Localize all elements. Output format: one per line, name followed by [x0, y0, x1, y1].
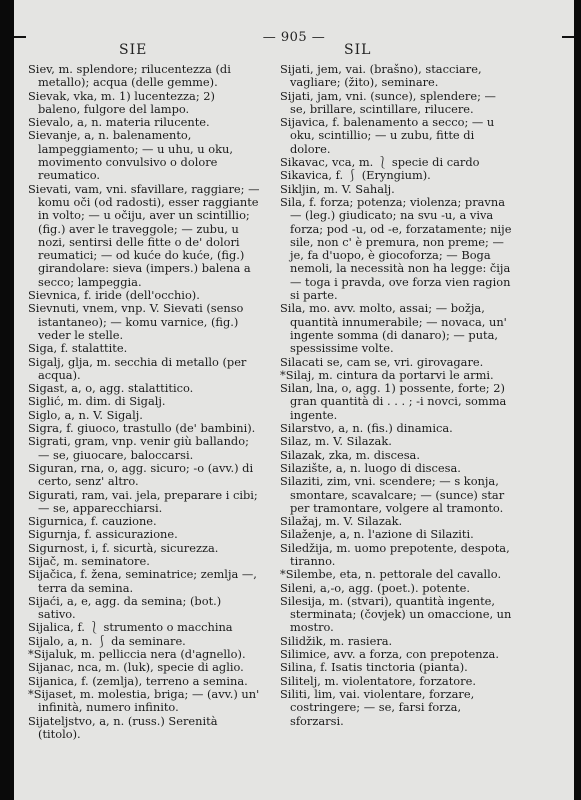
entry-text: Sievalo, a, n. materia rilucente.	[28, 115, 210, 130]
entry-text: Sijalica, f. ⎱ strumento o macchina	[28, 620, 233, 635]
dictionary-entry	[280, 582, 512, 595]
page-number: — 905 —	[262, 30, 326, 45]
dictionary-entry	[28, 528, 260, 541]
entry-text: Silazište, a, n. luogo di discesa.	[280, 460, 461, 475]
entry-text: Siledžija, m. uomo prepotente, despota, tiranno.	[280, 540, 510, 568]
entry-text: Silaz, m. V. Silazak.	[280, 434, 392, 449]
dictionary-entry	[280, 528, 512, 541]
dictionary-entry	[280, 356, 512, 369]
dictionary-entry	[28, 568, 260, 595]
entry-text: Siglić, m. dim. di Sigalj.	[28, 394, 166, 409]
dictionary-entry	[280, 635, 512, 648]
dictionary-entry	[28, 342, 260, 355]
dictionary-entry	[28, 289, 260, 302]
entry-text: Sigurati, ram, vai. jela, preparare i cibi; — se, apparecchiarsi.	[28, 487, 258, 515]
entry-text: Sijanica, f. (zemlja), terreno a semina.	[28, 673, 248, 688]
dictionary-entry	[28, 462, 260, 489]
entry-text: Sievati, vam, vni. sfavillare, raggiare; — komu oči (od radosti), esser raggiante in volto; — u očiju, aver un scintillio; (fig.) aver le traveggole; — zubu, u nozi, sentirsi delle fitte o de' dolori reumatici; — od kuće do kuće, (fig.) girandolare: sieva (impers.) balena a secco; lampeggia.	[28, 181, 260, 289]
dictionary-entry	[280, 369, 512, 382]
entry-text: Sigra, f. giuoco, trastullo (de' bambini).	[28, 421, 256, 436]
left-column	[28, 63, 260, 741]
entry-text: Silazak, zka, m. discesa.	[280, 447, 420, 462]
entry-text: Silimice, avv. a forza, con prepotenza.	[280, 647, 499, 662]
running-head-left: SIE	[119, 42, 148, 58]
dictionary-entry	[280, 515, 512, 528]
entry-text: Siliti, lim, vai. violentare, forzare, costringere; — se, farsi forza, sforzarsi.	[280, 686, 475, 728]
entry-text: Silesija, m. (stvari), quantità ingente, sterminata; (čovjek) un omaccione, un mostro.	[280, 593, 512, 635]
entry-text: Sila, mo. avv. molto, assai; — božja, quantità innumerabile; — novaca, un' ingente somma (di danaro); — puta, spessissime volte.	[280, 301, 507, 356]
dictionary-entry	[28, 542, 260, 555]
entry-text: *Silaj, m. cintura da portarvi le armi.	[280, 367, 494, 382]
entry-text: Silina, f. Isatis tinctoria (pianta).	[280, 660, 468, 675]
dictionary-entry	[280, 542, 512, 569]
entry-text: Siev, m. splendore; rilucentezza (di metallo); acqua (delle gemme).	[28, 62, 231, 90]
dictionary-entry	[28, 635, 260, 648]
entry-text: Sijačica, f. žena, seminatrice; zemlja —, terra da semina.	[28, 567, 257, 595]
dictionary-entry	[28, 422, 260, 435]
dictionary-entry	[28, 648, 260, 661]
entry-text: Silan, lna, o, agg. 1) possente, forte; 2) gran quantità di . . . ; -i novci, somma ingente.	[280, 381, 507, 422]
dictionary-entry	[280, 116, 512, 156]
dictionary-entry	[280, 568, 512, 581]
entry-text: Sigurnost, i, f. sicurtà, sicurezza.	[28, 540, 219, 555]
dictionary-entry	[28, 183, 260, 289]
dictionary-entry	[28, 90, 260, 117]
dictionary-entry	[28, 116, 260, 129]
dictionary-entry	[28, 621, 260, 634]
dictionary-entry	[280, 462, 512, 475]
dictionary-entry	[28, 356, 260, 383]
running-head-right: SIL	[344, 42, 372, 58]
entry-text: Sikavac, vca, m. ⎱ specie di cardo	[280, 155, 480, 170]
entry-text: Siga, f. stalattite.	[28, 341, 128, 356]
entry-text: Sikavica, f. ⎰ (Eryngium).	[280, 168, 431, 183]
dictionary-entry	[28, 489, 260, 516]
entry-text: Sileni, a,-o, agg. (poet.). potente.	[280, 580, 470, 595]
entry-text: Silacati se, cam se, vri. girovagare.	[280, 354, 484, 369]
dictionary-entry	[28, 715, 260, 742]
dictionary-entry	[280, 382, 512, 422]
entry-text: Siglo, a, n. V. Sigalj.	[28, 407, 143, 422]
dictionary-entry	[28, 409, 260, 422]
right-column	[280, 63, 512, 728]
entry-text: Silaženje, a, n. l'azione di Silaziti.	[280, 527, 474, 542]
dictionary-entry	[280, 156, 512, 169]
entry-text: Sijati, jam, vni. (sunce), splendere; — se, brillare, scintillare, rilucere.	[280, 88, 496, 116]
entry-text: *Silembe, eta, n. pettorale del cavallo.	[280, 567, 502, 582]
entry-text: Sijaći, a, e, agg. da semina; (bot.) sativo.	[28, 593, 222, 622]
dictionary-entry	[28, 129, 260, 182]
entry-text: *Sijaluk, m. pelliccia nera (d'agnello).	[28, 647, 246, 662]
dictionary-entry	[28, 675, 260, 688]
dictionary-page	[14, 0, 574, 800]
dictionary-entry	[28, 688, 260, 715]
dictionary-entry	[280, 63, 512, 90]
dictionary-entry	[280, 449, 512, 462]
dictionary-entry	[28, 382, 260, 395]
entry-text: Silitelj, m. violentatore, forzatore.	[280, 673, 476, 688]
dictionary-entry	[280, 648, 512, 661]
dictionary-entry	[280, 688, 512, 728]
entry-text: Sigurnica, f. cauzione.	[28, 514, 157, 529]
entry-text: Silidžik, m. rasiera.	[280, 633, 393, 648]
dictionary-entry	[28, 395, 260, 408]
entry-text: Sievnuti, vnem, vnp. V. Sievati (senso istantaneo); — komu varnice, (fig.) veder le stelle.	[28, 301, 244, 342]
entry-text: Sijati, jem, vai. (brašno), stacciare, vagliare; (žito), seminare.	[280, 62, 482, 90]
entry-text: Sikljin, m. V. Sahalj.	[280, 181, 395, 196]
dictionary-entry	[280, 90, 512, 117]
dictionary-entry	[280, 169, 512, 182]
dictionary-entry	[28, 595, 260, 622]
dictionary-entry	[28, 302, 260, 342]
dictionary-entry	[280, 595, 512, 635]
dictionary-entry	[280, 196, 512, 302]
dictionary-entry	[28, 63, 260, 90]
dictionary-entry	[280, 475, 512, 515]
entry-text: Sigrati, gram, vnp. venir giù ballando; — se, giuocare, baloccarsi.	[28, 434, 249, 462]
dictionary-entry	[280, 183, 512, 196]
dictionary-entry	[280, 675, 512, 688]
entry-text: Siguran, rna, o, agg. sicuro; -o (avv.) di certo, senz' altro.	[28, 460, 254, 489]
entry-text: Sigalj, glja, m. secchia di metallo (per acqua).	[28, 354, 247, 382]
dictionary-entry	[280, 422, 512, 435]
dictionary-entry	[28, 515, 260, 528]
dictionary-entry	[28, 435, 260, 462]
entry-text: Sijač, m. seminatore.	[28, 553, 150, 568]
entry-text: *Sijaset, m. molestia, briga; — (avv.) un' infinità, numero infinito.	[28, 686, 260, 715]
entry-text: Sijalo, a, n. ⎰ da seminare.	[28, 633, 186, 648]
entry-text: Sievanje, a, n. balenamento, lampeggiamento; — u uhu, u oku, movimento convulsivo o dolore reumatico.	[28, 128, 233, 183]
entry-text: Sigast, a, o, agg. stalattitico.	[28, 381, 194, 396]
entry-text: Silaziti, zim, vni. scendere; — s konja, smontare, scavalcare; — (sunce) star per tramontare, volgere al tramonto.	[280, 474, 505, 515]
dictionary-entry	[28, 661, 260, 674]
entry-text: Sijavica, f. balenamento a secco; — u oku, scintillio; — u zubu, fitte di dolore.	[280, 115, 495, 156]
entry-text: Sila, f. forza; potenza; violenza; pravna — (leg.) giudicato; na svu -u, a viva forza; pod -u, od -e, forzatamente; nije sile, non c' è premura, non preme; — je, fa d'uopo, è giocoforza; — Boga nemoli, la necessità non ha legge: čija — toga i pravda, ove forza vien ragion si parte.	[280, 194, 512, 303]
entry-text: Silarstvo, a, n. (fis.) dinamica.	[280, 421, 453, 436]
dictionary-entry	[280, 302, 512, 355]
entry-text: Sievak, vka, m. 1) lucentezza; 2) baleno, fulgore del lampo.	[28, 88, 215, 116]
dictionary-entry	[280, 435, 512, 448]
entry-text: Sijateljstvo, a, n. (russ.) Serenità (titolo).	[28, 713, 218, 741]
dictionary-entry	[280, 661, 512, 674]
entry-text: Sigurnja, f. assicurazione.	[28, 527, 178, 542]
entry-text: Sievnica, f. iride (dell'occhio).	[28, 288, 200, 303]
entry-text: Silažaj, m. V. Silazak.	[280, 514, 403, 529]
dictionary-entry	[28, 555, 260, 568]
entry-text: Sijanac, nca, m. (luk), specie di aglio.	[28, 660, 244, 675]
